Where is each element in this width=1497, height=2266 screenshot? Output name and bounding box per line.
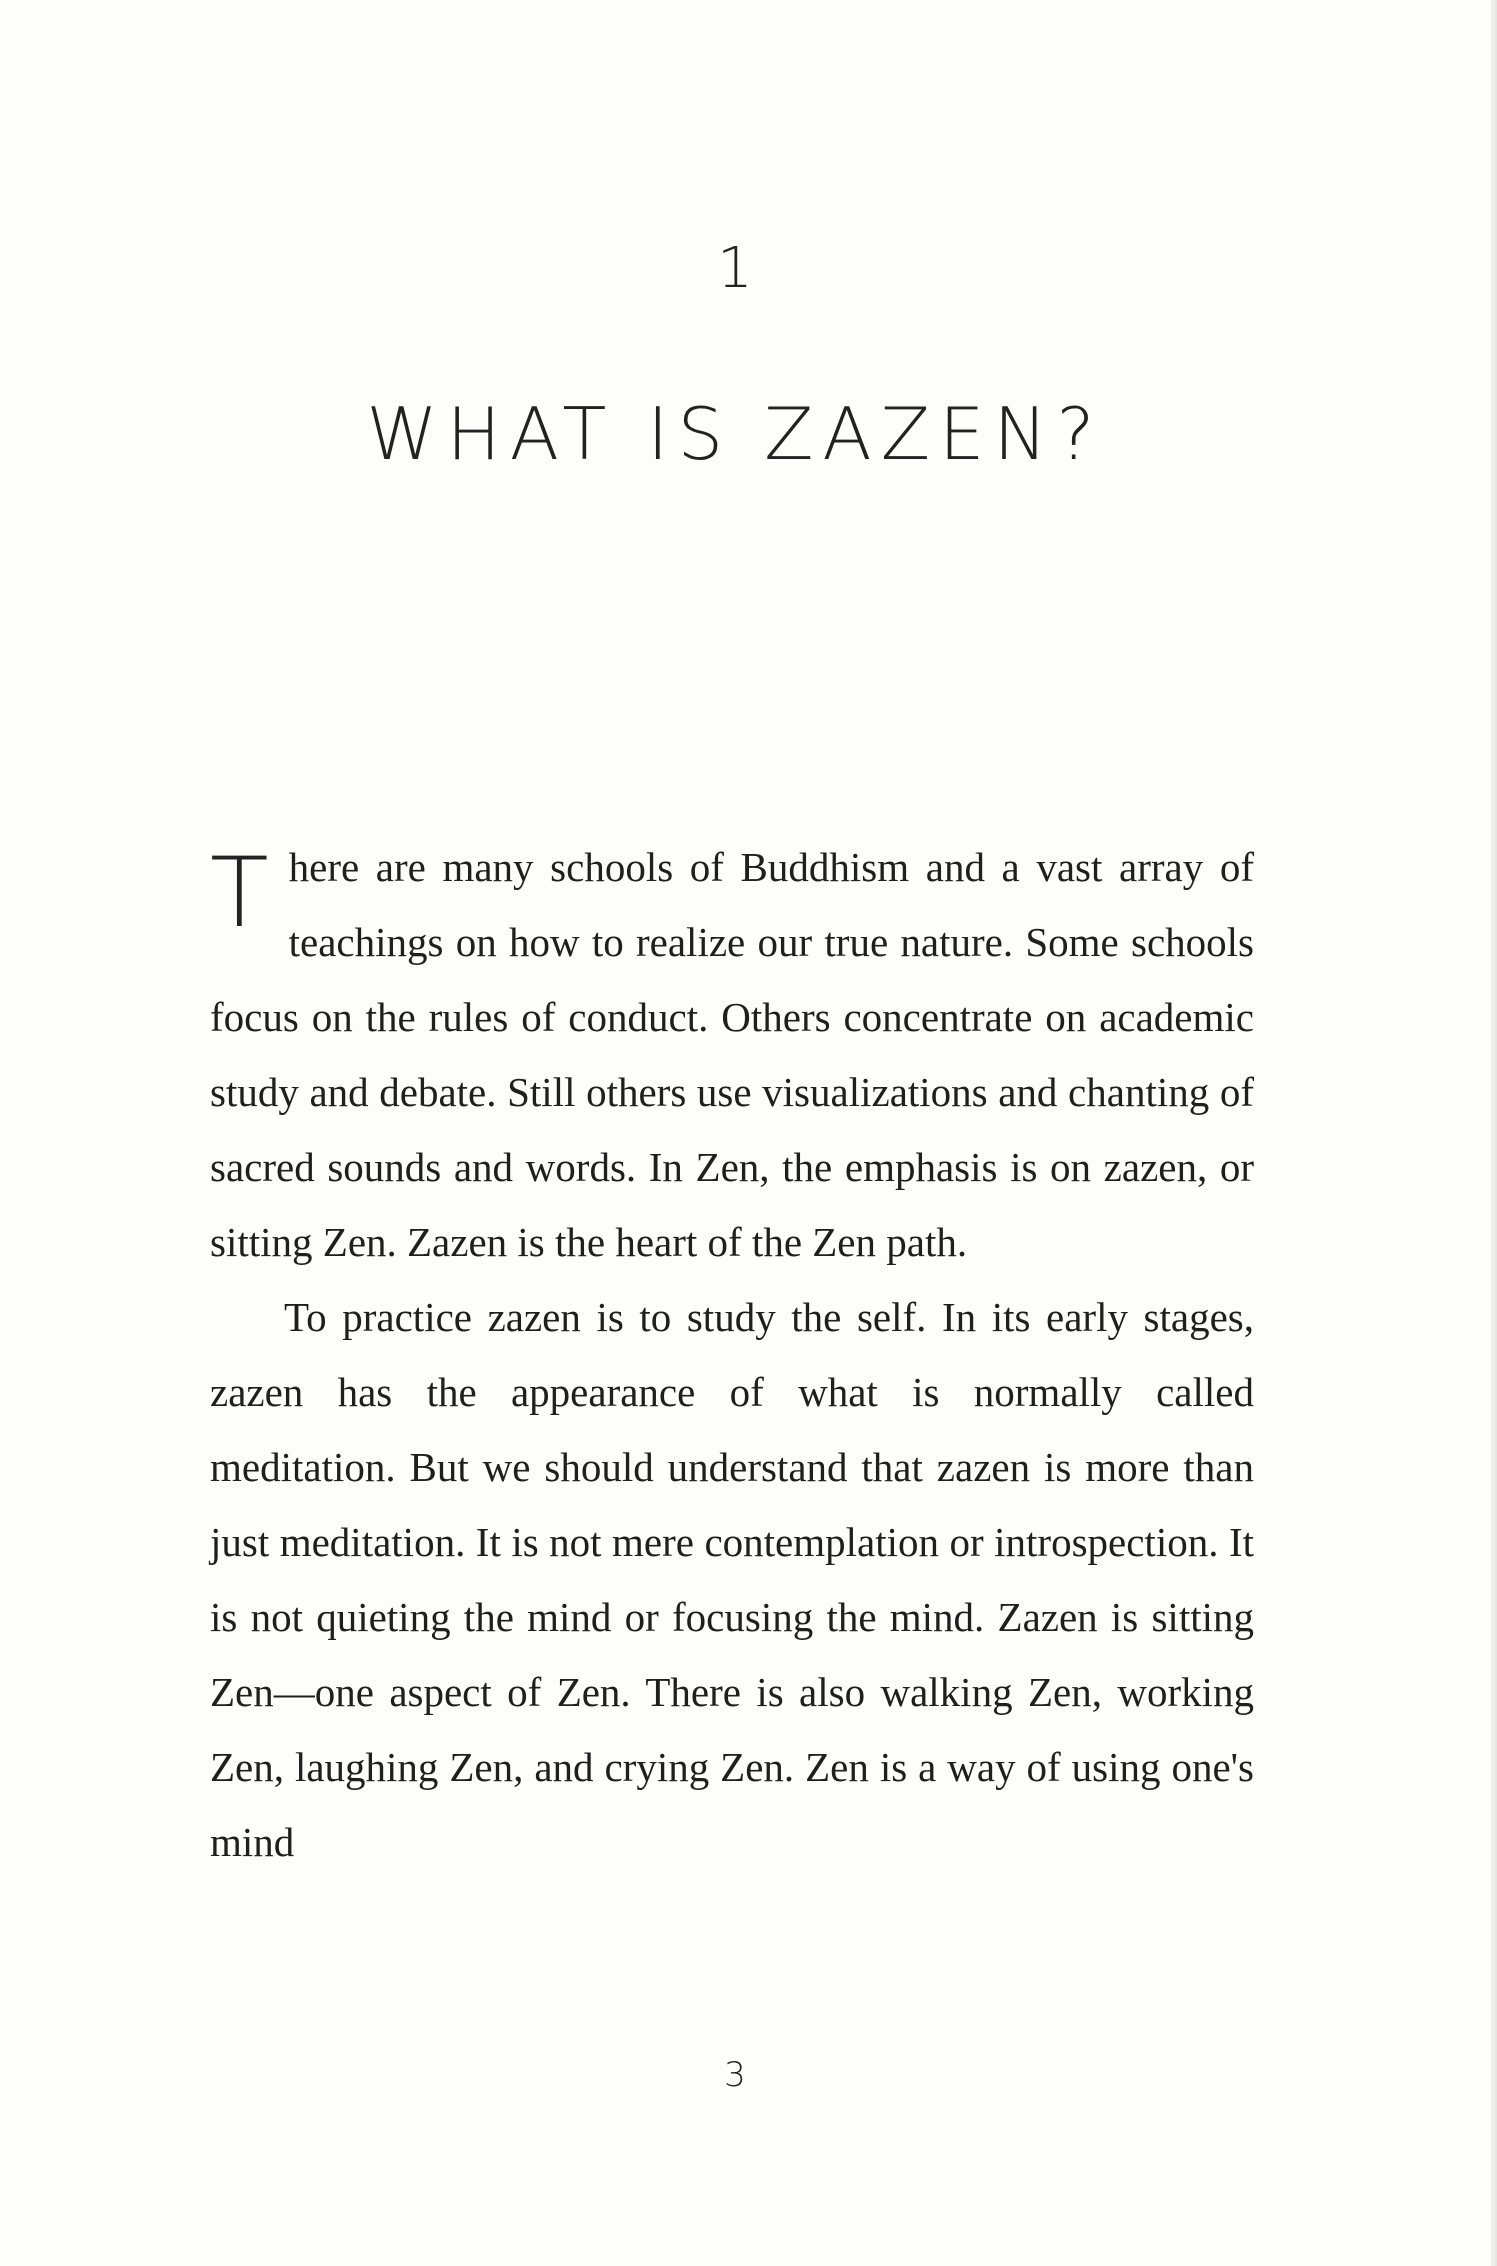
chapter-body — [210, 830, 1254, 1880]
page-number: 3 — [724, 2055, 746, 2095]
paragraph-2 — [210, 1280, 1254, 1880]
page-edge — [1491, 0, 1497, 2266]
paragraph-2-text: To practice zazen is to study the self. In its early stages, zazen has the appearance of what is normally called meditation. But we should understand that zazen is more than just meditation. It is not mere contemplation or introspection. It is not quieting the mind or focusing the mind. Zazen is sitting Zen—one aspect of Zen. There is also walking Zen, working Zen, laughing Zen, and crying Zen. Zen is a way of using one's mind — [210, 1294, 1254, 1865]
paragraph-1-text: here are many schools of Buddhism and a vast array of teachings on how to realize our true nature. Some schools focus on the rules of conduct. Others concentrate on academic study and debate. Still others use visualizations and chanting of sacred sounds and words. In Zen, the emphasis is on zazen, or sitting Zen. Zazen is the heart of the Zen path. — [210, 844, 1254, 1265]
chapter-title: WHAT IS ZAZEN? — [366, 392, 1104, 476]
paragraph-1 — [210, 830, 1254, 1280]
drop-cap: T — [210, 837, 269, 949]
chapter-number: 1 — [717, 236, 753, 301]
